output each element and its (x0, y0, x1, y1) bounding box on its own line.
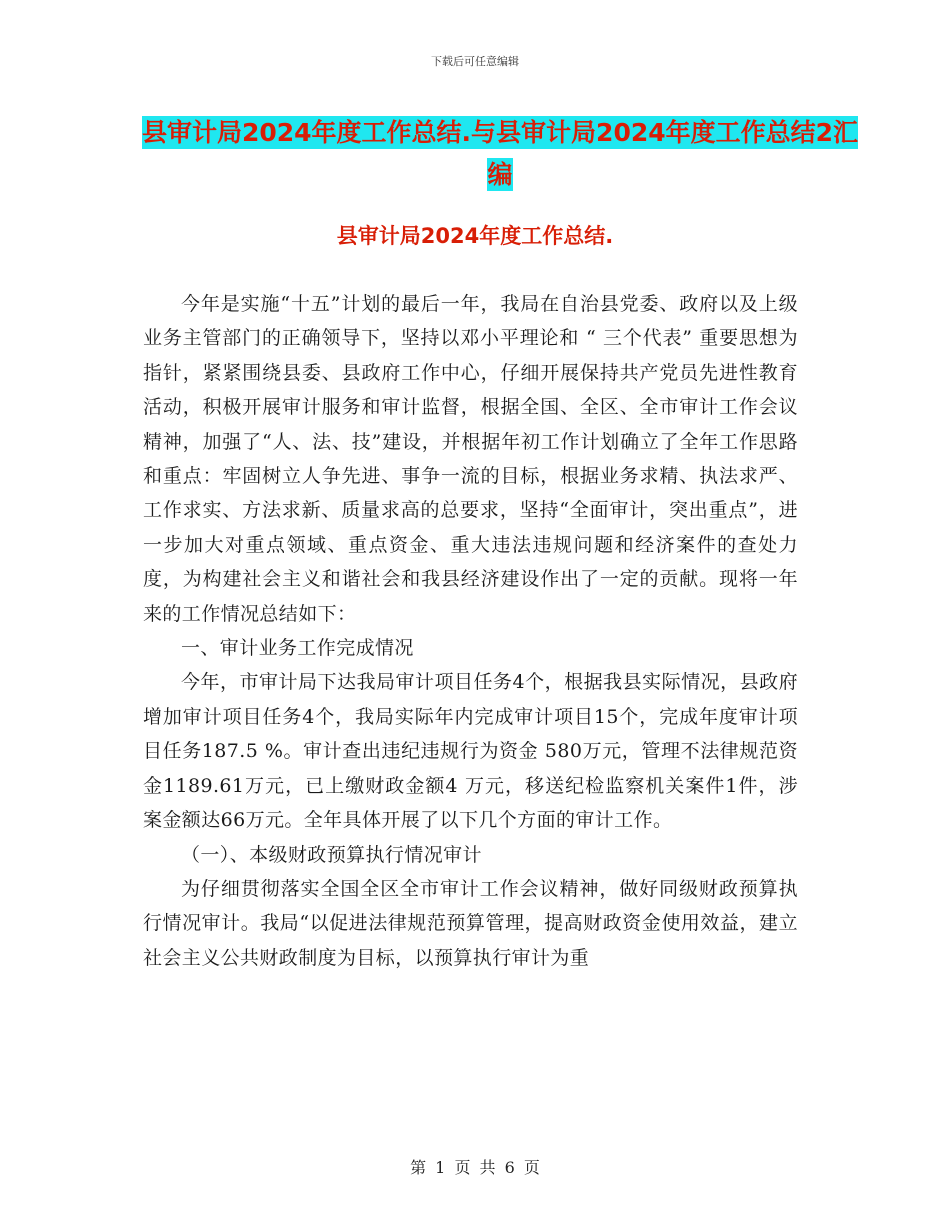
paragraph-intro: 今年是实施“十五”计划的最后一年，我局在自治县党委、政府以及上级业务主管部门的正确领导下，坚持以邓小平理论和 “ 三个代表” 重要思想为指针，紧紧围绕县委、县政府工作中心，仔细开展保持共产党员先进性教育活动，积极开展审计服务和审计监督，根据全国、全区、全市审计工作会议精神，加强了“人、法、技”建设，并根据年初工作计划确立了全年工作思路和重点：牢固树立人争先进、事争一流的目标，根据业务求精、执法求严、工作求实、方法求新、质量求高的总要求，坚持“全面审计，突出重点”，进一步加大对重点领域、重点资金、重大违法违规问题和经济案件的查处力度，为构建社会主义和谐社会和我县经济建设作出了一定的贡献。现将一年来的工作情况总结如下： (143, 293, 798, 625)
page-number: 第 1 页 共 6 页 (410, 1158, 540, 1177)
document-title-text: 县审计局2024年度工作总结.与县审计局2024年度工作总结2汇编 (141, 118, 859, 189)
body-text (143, 287, 798, 975)
paragraph-budget-audit: 为仔细贯彻落实全国全区全市审计工作会议精神，做好同级财政预算执行情况审计。我局“以促进法律规范预算管理，提高财政资金使用效益，建立社会主义公共财政制度为目标，以预算执行审计为重 (143, 877, 798, 969)
paragraph-audit-results: 今年，市审计局下达我局审计项目任务4个，根据我县实际情况，县政府增加审计项目任务4个，我局实际年内完成审计项目15个，完成年度审计项目任务187.5 %。审计查出违纪违规行为资金 580万元，管理不法律规范资金1189.61万元，已上缴财政金额4 万元，移送纪检监察机关案件1件，涉案金额达66万元。全年具体开展了以下几个方面的审计工作。 (143, 671, 798, 832)
heading-budget-audit: （一）、本级财政预算执行情况审计 (181, 843, 482, 866)
document-title (140, 112, 860, 196)
section-title: 县审计局2024年度工作总结. (336, 224, 614, 248)
heading-audit-work: 一、审计业务工作完成情况 (181, 637, 414, 660)
header-note: 下载后可任意编辑 (431, 55, 519, 68)
